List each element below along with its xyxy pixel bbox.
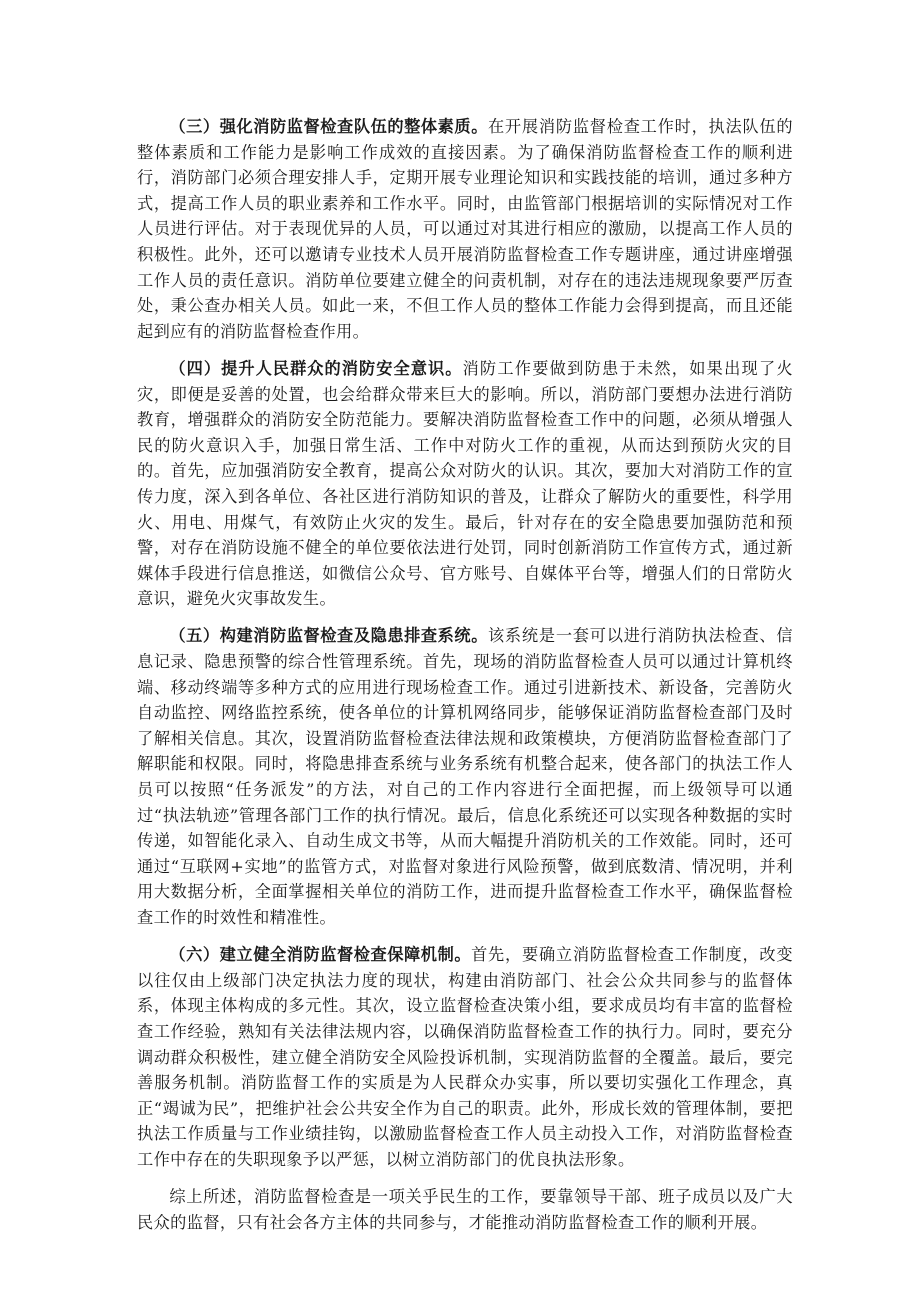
section-paragraph-6 <box>137 942 793 1172</box>
document-body <box>137 114 793 1235</box>
section-body-3: 在开展消防监督检查工作时，执法队伍的整体素质和工作能力是影响工作成效的直接因素。为了确保消防监督检查工作的顺利进行，消防部门必须合理安排人手，定期开展专业理论知识和实践技能的培训，通过多种方式，提高工作人员的职业素养和工作水平。同时，由监管部门根据培训的实际情况对工作人员进行评估。对于表现优异的人员，可以通过对其进行相应的激励，以提高工作人员的积极性。此外，还可以邀请专业技术人员开展消防监督检查工作专题讲座，通过讲座增强工作人员的责任意识。消防单位要建立健全的问责机制，对存在的违法违规现象要严厉查处，秉公查办相关人员。如此一来，不但工作人员的整体工作能力会得到提高，而且还能起到应有的消防监督检查作用。 <box>137 117 793 341</box>
section-heading-5: （五）构建消防监督检查及隐患排查系统。 <box>169 626 488 646</box>
section-heading-3: （三）强化消防监督检查队伍的整体素质。 <box>169 117 488 136</box>
section-body-6: 首先，要确立消防监督检查工作制度，改变以往仅由上级部门决定执法力度的现状，构建由消防部门、社会公众共同参与的监督体系，体现主体构成的多元性。其次，设立监督检查决策小组，要求成员均有丰富的监督检查工作经验，熟知有关法律法规内容，以确保消防监督检查工作的执行力。同时，要充分调动群众积极性，建立健全消防安全风险投诉机制，实现消防监督的全覆盖。最后，要完善服务机制。消防监督工作的实质是为人民群众办实事，所以要切实强化工作理念，真正“竭诚为民”，把维护社会公共安全作为自己的职责。此外，形成长效的管理体制，要把执法工作质量与工作业绩挂钩，以激励监督检查工作人员主动投入工作，对消防监督检查工作中存在的失职现象予以严惩，以树立消防部门的优良执法形象。 <box>137 945 793 1169</box>
section-heading-6: （六）建立健全消防监督检查保障机制。 <box>169 945 472 965</box>
section-heading-4: （四）提升人民群众的消防安全意识。 <box>169 358 463 378</box>
section-body-5: 该系统是一套可以进行消防执法检查、信息记录、隐患预警的综合性管理系统。首先，现场的消防监督检查人员可以通过计算机终端、移动终端等多种方式的应用进行现场检查工作。通过引进新技术、新设备，完善防火自动监控、网络监控系统，使各单位的计算机网络同步，能够保证消防监督检查部门及时了解相关信息。其次，设置消防监督检查法律法规和政策模块，方便消防监督检查部门了解职能和权限。同时，将隐患排查系统与业务系统有机整合起来，使各部门的执法工作人员可以按照“任务派发”的方法，对自己的工作内容进行全面把握，而上级领导可以通过“执法轨迹”管理各部门工作的执行情况。最后，信息化系统还可以实现各种数据的实时传递，如智能化录入、自动生成文书等，从而大幅提升消防机关的工作效能。同时，还可通过“互联网+实地”的监管方式，对监督对象进行风险预警，做到底数清、情况明，并利用大数据分析，全面掌握相关单位的消防工作，进而提升监督检查工作水平，确保监督检查工作的时效性和精准性。 <box>137 626 793 927</box>
section-body-4: 消防工作要做到防患于未然，如果出现了火灾，即便是妥善的处置，也会给群众带来巨大的影响。所以，消防部门要想办法进行消防教育，增强群众的消防安全防范能力。要解决消防监督检查工作中的问题，必须从增强人民的防火意识入手，加强日常生活、工作中对防火工作的重视，从而达到预防火灾的目的。首先，应加强消防安全教育，提高公众对防火的认识。其次，要加大对消防工作的宣传力度，深入到各单位、各社区进行消防知识的普及，让群众了解防火的重要性，科学用火、用电、用煤气，有效防止火灾的发生。最后，针对存在的安全隐患要加强防范和预警，对存在消防设施不健全的单位要依法进行处罚，同时创新消防工作宣传方式，通过新媒体手段进行信息推送，如微信公众号、官方账号、自媒体平台等，增强人们的日常防火意识，避免火灾事故发生。 <box>137 358 793 609</box>
section-paragraph-3 <box>137 114 793 344</box>
section-paragraph-5 <box>137 623 793 930</box>
conclusion-paragraph: 综上所述，消防监督检查是一项关乎民生的工作，要靠领导干部、班子成员以及广大民众的监督，只有社会各方主体的共同参与，才能推动消防监督检查工作的顺利开展。 <box>137 1187 793 1232</box>
section-paragraph-4 <box>137 356 793 612</box>
